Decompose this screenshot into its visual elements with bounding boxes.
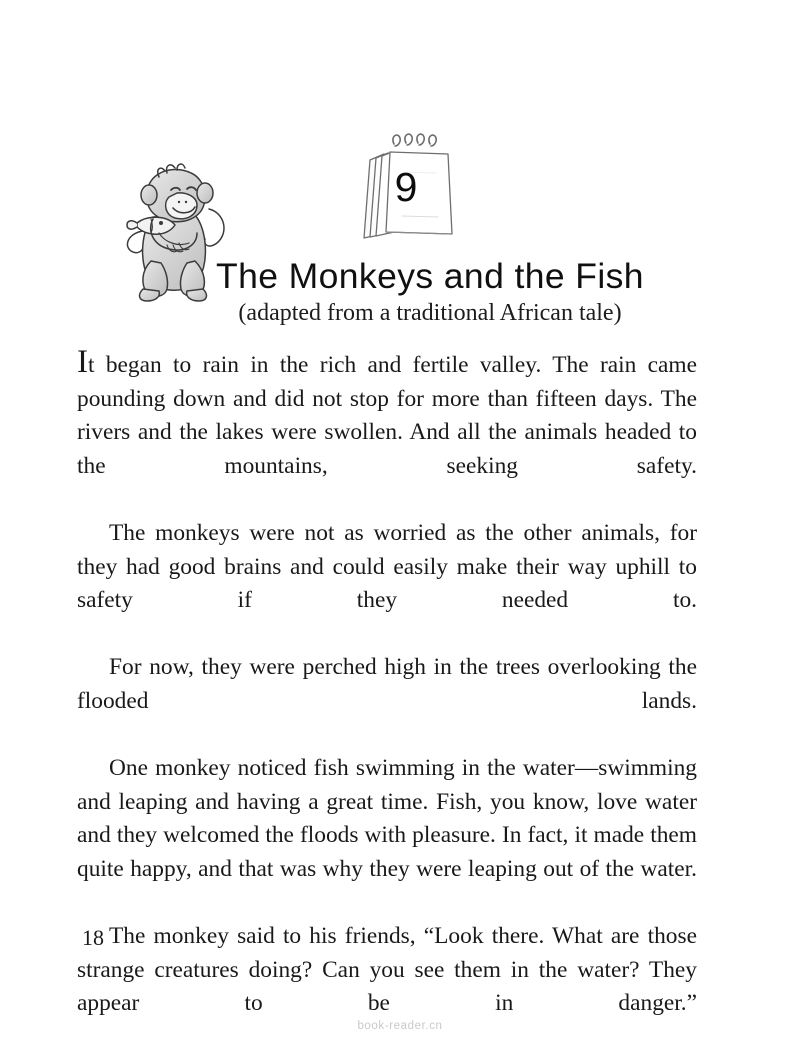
chapter-number: 9 xyxy=(394,164,418,210)
site-watermark: book-reader.cn xyxy=(357,1020,443,1032)
story-paragraph: One monkey noticed fish swimming in the water—swimming and leaping and having a great time. Fish, you know, love water and they welcomed the floods with pleasure. In fact, it made them quite happy, and that was why they were leaping out of the water. xyxy=(77,755,697,882)
story-paragraph: The monkey said to his friends, “Look there. What are those strange creatures doing? Can you see them in the water? They appear to be in danger.” xyxy=(77,923,697,1017)
story-paragraph xyxy=(77,344,697,517)
story-paragraph: The monkeys were not as worried as the other animals, for they had good brains and could easily make their way uphill to safety if they needed to. xyxy=(77,519,697,614)
chapter-title: The Monkeys and the Fish xyxy=(216,255,644,296)
story-paragraph: For now, they were perched high in the trees overlooking the flooded lands. xyxy=(77,654,697,714)
story-body xyxy=(77,344,697,1054)
chapter-header xyxy=(0,0,800,345)
page-number: 18 xyxy=(82,925,104,950)
initial-capital: I xyxy=(77,344,88,380)
paragraph-text: t began to rain in the rich and fertile valley. The rain came pounding down and did not stop for more than fifteen days. The rivers and the lakes were swollen. And all the animals headed to the mountains, seeking safety. xyxy=(77,352,697,479)
chapter-subtitle: (adapted from a traditional African tale) xyxy=(238,300,622,326)
chapter-number-calendar xyxy=(340,128,472,248)
